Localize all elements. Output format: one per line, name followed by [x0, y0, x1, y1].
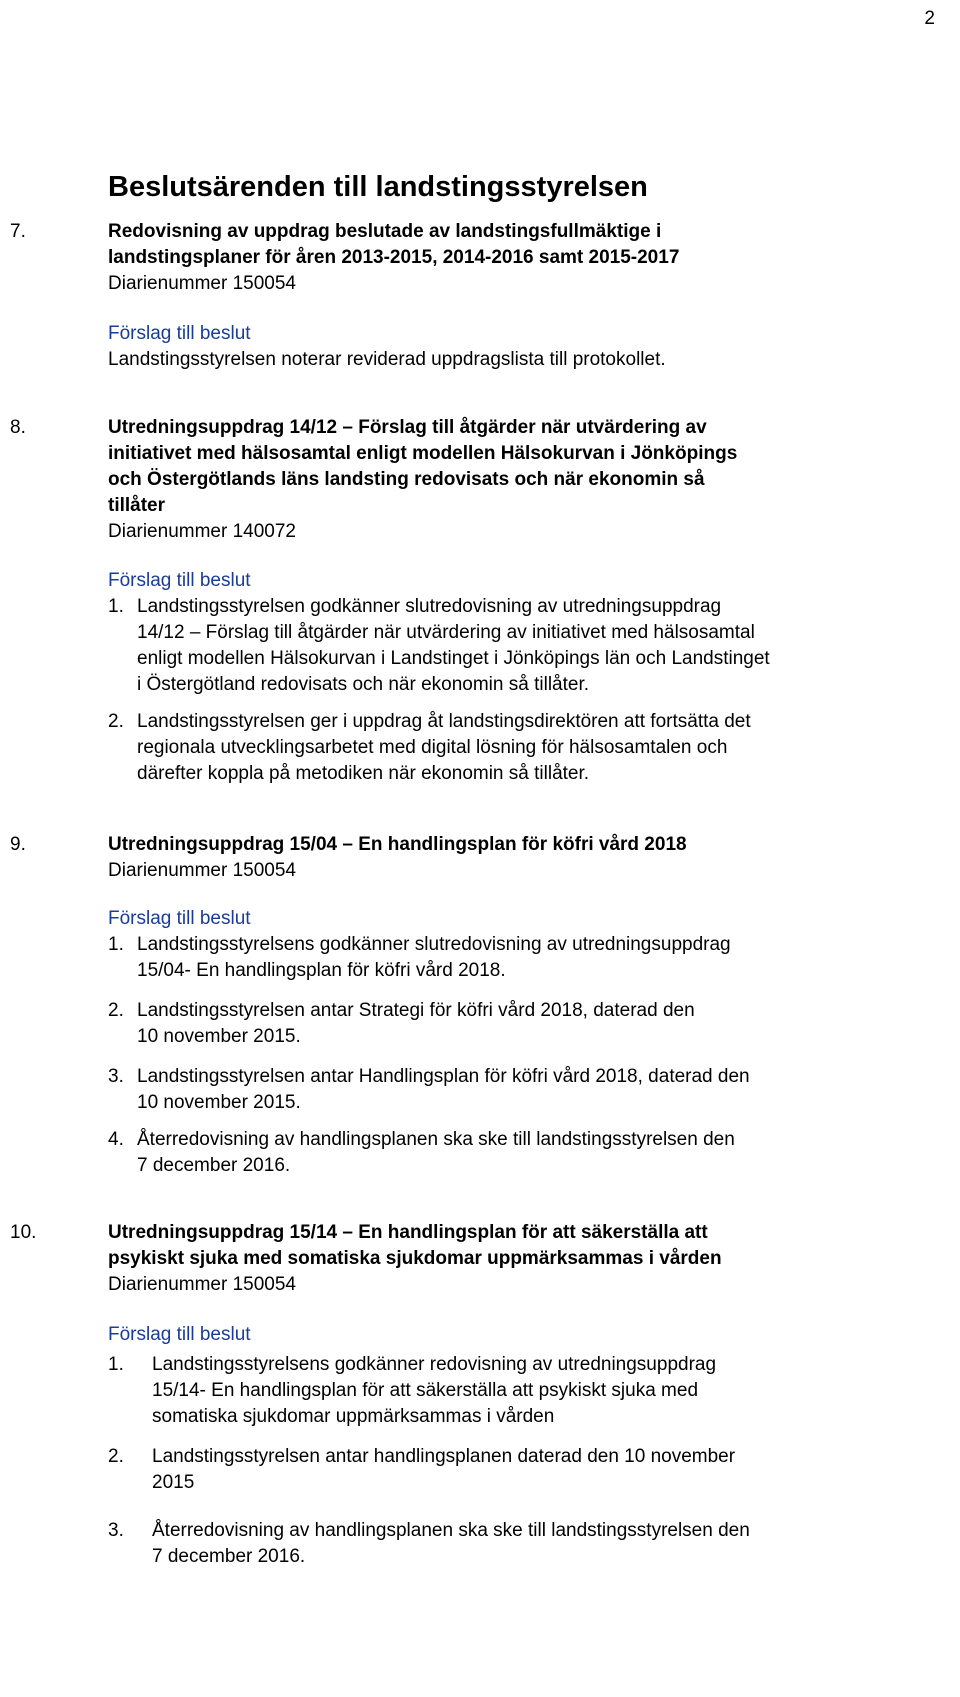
item-title — [108, 219, 679, 271]
decision-line: enligt modellen Hälsokurvan i Landstinget i Jönköpings län och Landstinget — [137, 648, 770, 669]
title-line: Utredningsuppdrag 15/04 – En handlingsplan för köfri vård 2018 — [108, 834, 687, 855]
list-marker: 4. — [108, 1129, 124, 1150]
decision-line: somatiska sjukdomar uppmärksammas i vården — [152, 1406, 555, 1427]
list-marker: 1. — [108, 1354, 124, 1375]
list-marker: 2. — [108, 711, 124, 732]
title-line: Utredningsuppdrag 15/14 – En handlingsplan för att säkerställa att — [108, 1222, 708, 1243]
item-number: 7. — [10, 221, 26, 242]
title-line: och Östergötlands läns landsting redovisats och när ekonomin så — [108, 469, 705, 490]
decision-label: Förslag till beslut — [108, 908, 251, 929]
decision-line: Landstingsstyrelsen antar Handlingsplan för köfri vård 2018, daterad den — [137, 1066, 750, 1087]
item-number: 9. — [10, 834, 26, 855]
title-line: tillåter — [108, 495, 166, 516]
title-line: Redovisning av uppdrag beslutade av landstingsfullmäktige i — [108, 221, 662, 242]
list-marker: 2. — [108, 1446, 124, 1467]
list-marker: 1. — [108, 596, 124, 617]
page-heading: Beslutsärenden till landstingsstyrelsen — [108, 171, 648, 203]
decision-line: därefter koppla på metodiken när ekonomin så tillåter. — [137, 763, 590, 784]
title-line: Utredningsuppdrag 14/12 – Förslag till åtgärder när utvärdering av — [108, 417, 707, 438]
decision-line: i Östergötland redovisats och när ekonomin så tillåter. — [137, 674, 590, 695]
item-title — [108, 1220, 722, 1272]
title-line: landstingsplaner för åren 2013-2015, 2014-2016 samt 2015-2017 — [108, 247, 680, 268]
list-marker: 2. — [108, 1000, 124, 1021]
decision-line: 10 november 2015. — [137, 1026, 301, 1047]
decision-line: Landstingsstyrelsen godkänner slutredovisning av utredningsuppdrag — [137, 596, 722, 617]
decision-line: Landstingsstyrelsens godkänner slutredovisning av utredningsuppdrag — [137, 934, 731, 955]
decision-line: Landstingsstyrelsen antar handlingsplanen daterad den 10 november — [152, 1446, 736, 1467]
item-number: 8. — [10, 417, 26, 438]
decision-line: 2015 — [152, 1472, 195, 1493]
decision-line: 15/14- En handlingsplan för att säkerställa att psykiskt sjuka med — [152, 1380, 699, 1401]
decision-label: Förslag till beslut — [108, 570, 251, 591]
decision-line: 7 december 2016. — [137, 1155, 291, 1176]
decision-label: Förslag till beslut — [108, 1324, 251, 1345]
list-marker: 3. — [108, 1066, 124, 1087]
list-marker: 3. — [108, 1520, 124, 1541]
decision-line: regionala utvecklingsarbetet med digital lösning för hälsosamtalen och — [137, 737, 728, 758]
diary-number: Diarienummer 150054 — [108, 1274, 296, 1295]
item-title — [108, 415, 737, 519]
decision-line: Återredovisning av handlingsplanen ska ske till landstingsstyrelsen den — [137, 1129, 735, 1150]
decision-line: Återredovisning av handlingsplanen ska ske till landstingsstyrelsen den — [152, 1520, 750, 1541]
title-line: initiativet med hälsosamtal enligt modellen Hälsokurvan i Jönköpings — [108, 443, 738, 464]
decision-line: Landstingsstyrelsen antar Strategi för köfri vård 2018, daterad den — [137, 1000, 695, 1021]
decision-line: 14/12 – Förslag till åtgärder när utvärdering av initiativet med hälsosamtal — [137, 622, 755, 643]
decision-text: Landstingsstyrelsen noterar reviderad uppdragslista till protokollet. — [108, 349, 666, 370]
list-marker: 1. — [108, 934, 124, 955]
item-number: 10. — [10, 1222, 37, 1243]
decision-line: 7 december 2016. — [152, 1546, 306, 1567]
diary-number: Diarienummer 150054 — [108, 273, 296, 294]
title-line: psykiskt sjuka med somatiska sjukdomar uppmärksammas i vården — [108, 1248, 722, 1269]
page-number: 2 — [924, 8, 935, 29]
decision-line: Landstingsstyrelsen ger i uppdrag åt landstingsdirektören att fortsätta det — [137, 711, 751, 732]
decision-line: 15/04- En handlingsplan för köfri vård 2018. — [137, 960, 506, 981]
item-title — [108, 832, 687, 858]
decision-line: Landstingsstyrelsens godkänner redovisning av utredningsuppdrag — [152, 1354, 717, 1375]
diary-number: Diarienummer 150054 — [108, 860, 296, 881]
decision-label: Förslag till beslut — [108, 323, 251, 344]
diary-number: Diarienummer 140072 — [108, 521, 296, 542]
decision-line: 10 november 2015. — [137, 1092, 301, 1113]
